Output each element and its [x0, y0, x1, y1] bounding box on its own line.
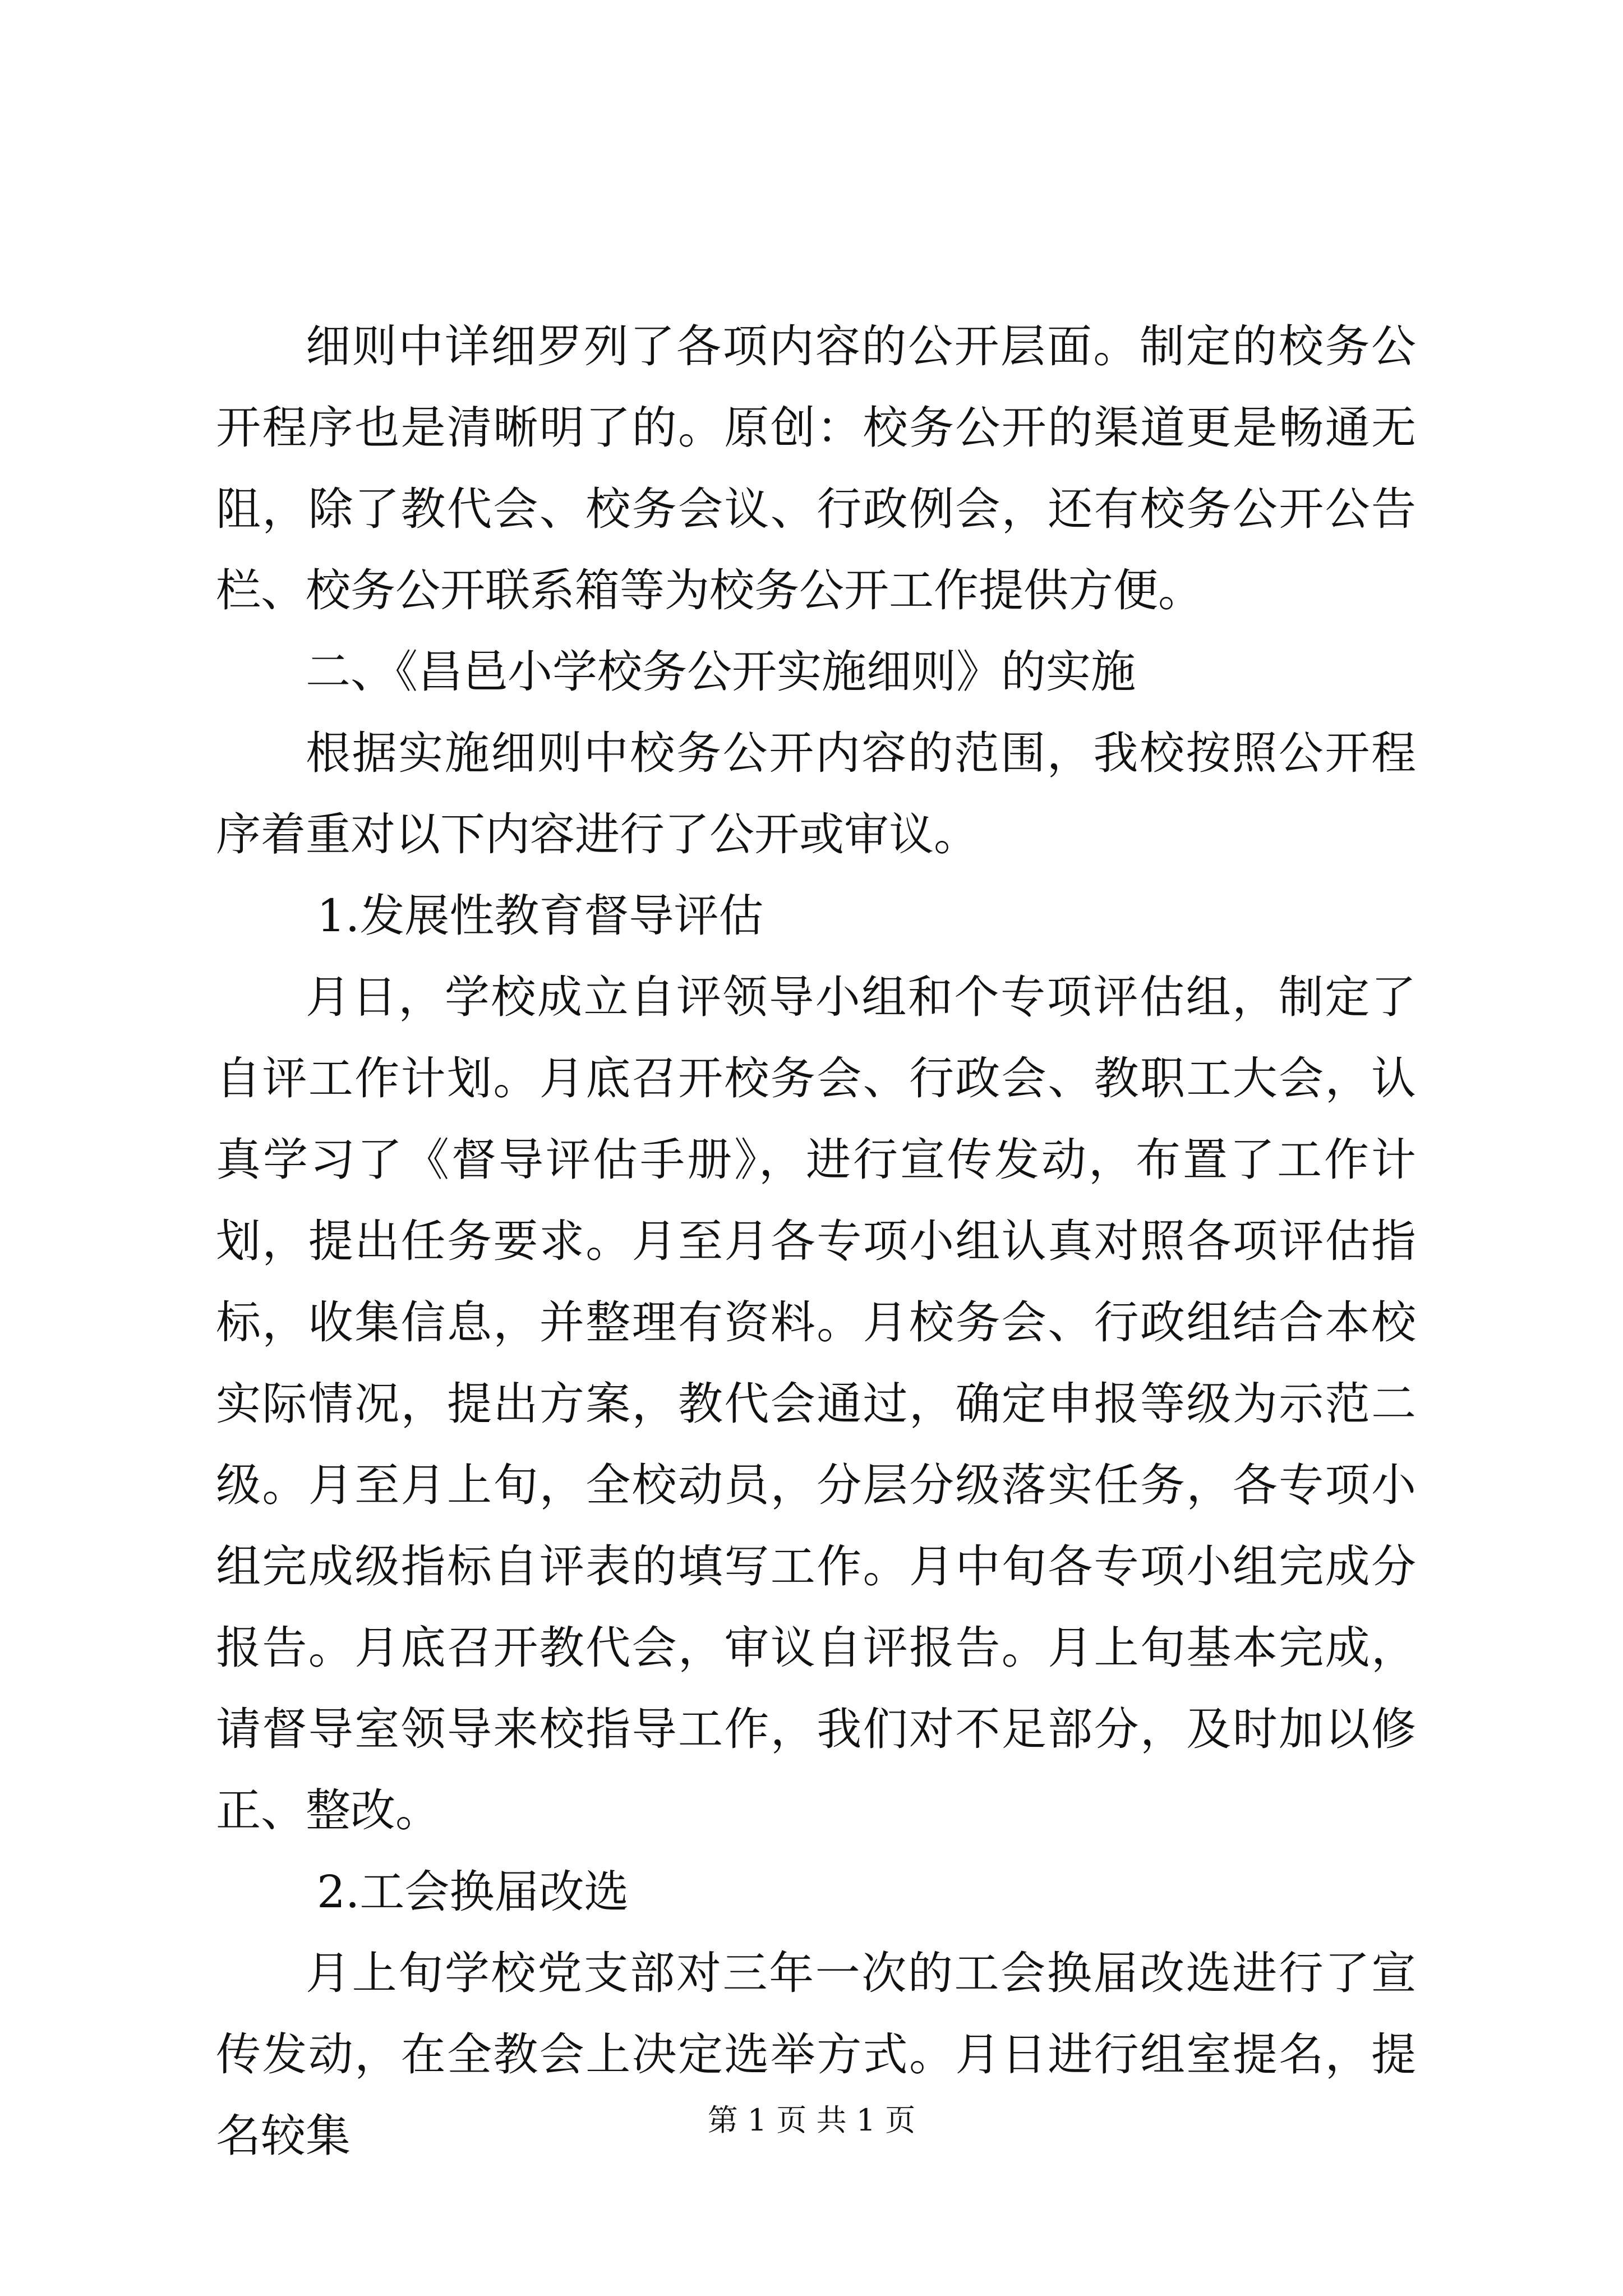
paragraph-union-election: 月上旬学校党支部对三年一次的工会换届改选进行了宣传发动，在全教会上决定选举方式。月日进行组室提名，提名较集	[216, 1947, 1416, 2162]
paragraph-evaluation: 月日，学校成立自评领导小组和个专项评估组，制定了自评工作计划。月底召开校务会、行政会、教职工大会，认真学习了《督导评估手册》，进行宣传发动，布置了工作计划，提出任务要求。月至月各专项小组认真对照各项评估指标，收集信息，并整理有资料。月校务会、行政组结合本校实际情况，提出方案，教代会通过，确定申报等级为示范二级。月至月上旬，全校动员，分层分级落实任务，各专项小组完成级指标自评表的填写工作。月中旬各专项小组完成分报告。月底召开教代会，审议自评报告。月上旬基本完成，请督导室领导来校指导工作，我们对不足部分，及时加以修正、整改。	[216, 971, 1416, 1837]
subheading-2: 2.工会换届改选	[317, 1866, 629, 1918]
page-footer: 第 1 页 共 1 页	[707, 2102, 916, 2138]
paragraph-intro: 细则中详细罗列了各项内容的公开层面。制定的校务公开程序也是清晰明了的。原创：校务公开的渠道更是畅通无阻，除了教代会、校务会议、行政例会，还有校务公开公告栏、校务公开联系箱等为校务公开工作提供方便。	[216, 320, 1416, 616]
document-body	[216, 306, 1416, 2177]
paragraph-scope: 根据实施细则中校务公开内容的范围，我校按照公开程序着重对以下内容进行了公开或审议。	[216, 727, 1416, 861]
subheading-1: 1.发展性教育督导评估	[317, 890, 764, 942]
section-heading-2: 二、《昌邑小学校务公开实施细则》的实施	[306, 646, 1136, 698]
